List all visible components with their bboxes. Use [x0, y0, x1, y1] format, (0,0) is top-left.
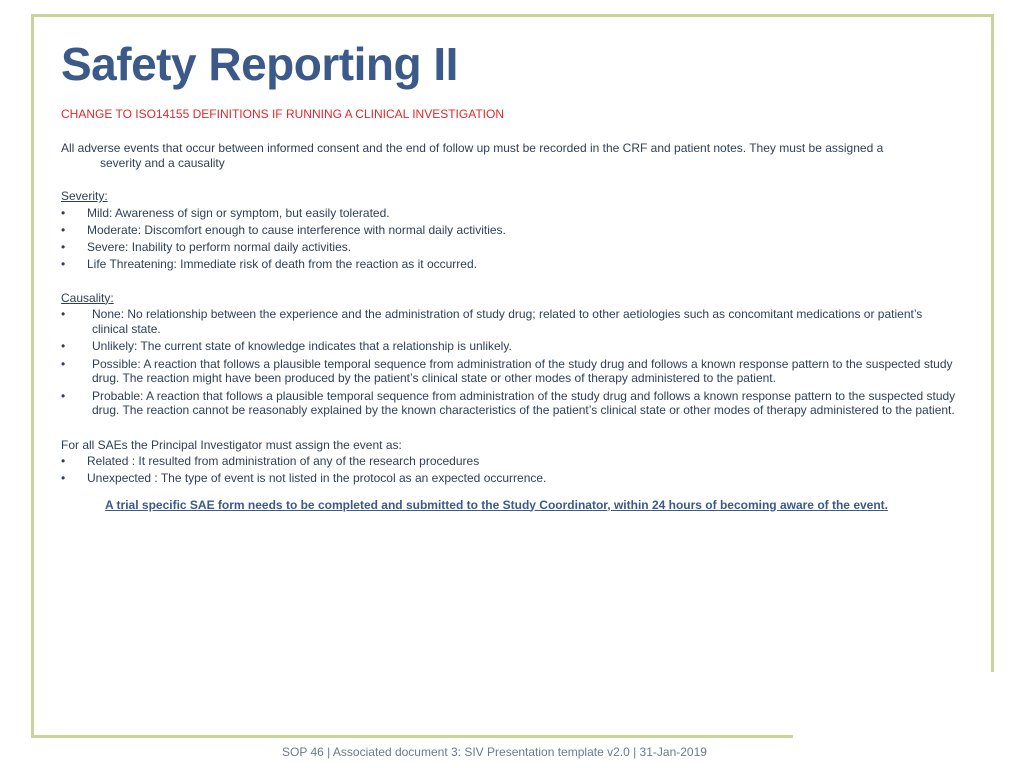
intro-line-2: severity and a causality [100, 155, 225, 170]
bullet-icon: • [61, 239, 66, 254]
list-item: • Severe: Inability to perform normal daily activities. [61, 239, 352, 254]
bullet-icon: • [61, 454, 66, 468]
causality-list [61, 307, 961, 418]
bullet-icon: • [61, 222, 66, 237]
bullet-icon: • [61, 339, 66, 353]
slide-frame-bottom [31, 735, 793, 738]
iso-note: CHANGE TO ISO14155 DEFINITIONS IF RUNNING A CLINICAL INVESTIGATION [61, 107, 504, 121]
list-item: • Unlikely: The current state of knowledge indicates that a relationship is unlikely. [61, 339, 512, 353]
list-item: • Mild: Awareness of sign or symptom, but easily tolerated. [61, 205, 390, 220]
bullet-icon: • [61, 388, 66, 403]
bullet-icon: • [61, 256, 66, 271]
severity-list [61, 206, 961, 272]
sae-intro: For all SAEs the Principal Investigator must assign the event as: [61, 437, 402, 452]
list-item: • Related : It resulted from administration of any of the research procedures [61, 454, 480, 468]
list-item: • Unexpected : The type of event is not listed in the protocol as an expected occurrence. [61, 471, 547, 485]
list-item: • None: No relationship between the experience and the administration of study drug; related to other aetiologies such as concomitant medications or patient’s clinical state. [61, 307, 923, 336]
list-item: • Life Threatening: Immediate risk of death from the reaction as it occurred. [61, 256, 477, 271]
bullet-icon: • [61, 356, 66, 371]
slide-frame-top [31, 14, 994, 17]
bullet-icon: • [61, 307, 66, 321]
footer-text: SOP 46 | Associated document 3: SIV Presentation template v2.0 | 31-Jan-2019 [282, 745, 707, 759]
list-item: • Possible: A reaction that follows a plausible temporal sequence from administration of the study drug and follows a known response pattern to the suspected study drug. The reaction might have been produced by the patient’s clinical state or other modes of therapy administered to the patient. [61, 356, 953, 385]
list-item: • Moderate: Discomfort enough to cause interference with normal daily activities. [61, 222, 506, 237]
slide-frame-right [991, 14, 994, 672]
causality-heading: Causality: [61, 290, 114, 305]
list-item: • Probable: A reaction that follows a plausible temporal sequence from administration of the study drug and follows a known response pattern to the suspected study drug. The reaction cannot be reasonably explained by the known characteristics of the patient’s clinical state or other modes of therapy administered to the patient. [61, 388, 956, 417]
slide-frame-left [31, 14, 34, 738]
bullet-icon: • [61, 205, 66, 220]
slide-content [61, 141, 961, 512]
sae-list [61, 454, 961, 486]
slide-title: Safety Reporting II [61, 38, 458, 90]
sae-form-link[interactable]: A trial specific SAE form needs to be completed and submitted to the Study Coordinator, within 24 hours of becoming aware of the event. [105, 497, 888, 512]
intro-line-1: All adverse events that occur between informed consent and the end of follow up must be recorded in the CRF and patient notes. They must be assigned a [61, 141, 884, 155]
severity-heading: Severity: [61, 189, 108, 203]
intro-paragraph [61, 141, 961, 170]
bullet-icon: • [61, 471, 66, 485]
